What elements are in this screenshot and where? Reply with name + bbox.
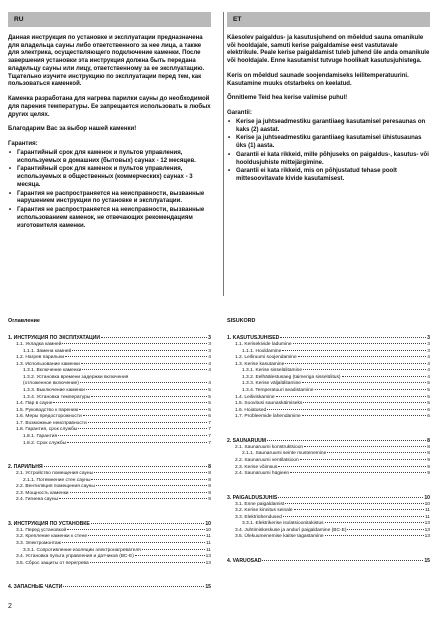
toc-page-number: 9: [208, 484, 211, 490]
toc-page-number: 5: [208, 401, 211, 407]
toc-entry-title: 4. ЗАПАСНЫЕ ЧАСТИ: [8, 584, 63, 591]
toc-entry-title: 3.5. Сброс защиты от перегрева: [16, 560, 89, 566]
toc-entry-title: 3.2. Крепление каменки к стене: [16, 534, 88, 540]
guarantee-title: Гарантия:: [8, 141, 38, 148]
toc-page-number: 9: [208, 497, 211, 503]
toc-entry: [227, 381, 430, 388]
toc-leader-dots: [82, 369, 207, 370]
toc-leader-dots: [91, 396, 207, 397]
toc-entry-title: 2. ПАРИЛЬНЯ: [8, 464, 43, 471]
toc-page-number: 8: [427, 444, 430, 450]
toc-entry-title: (отложенное включение): [23, 381, 79, 387]
toc-leader-dots: [53, 402, 207, 403]
guarantee-item: • Гарантия не распространяется на неисправности, вызванные нарушением инструкции по установке и эксплуатации.: [8, 191, 211, 206]
toc-entry-title: 1.1.1. Замена камней: [23, 348, 72, 354]
toc-leader-dots: [72, 350, 207, 351]
toc-leader-dots: [78, 428, 207, 429]
page-number: 2: [8, 603, 12, 610]
toc-entry-title: 1.1.1. Hooldamine: [242, 348, 282, 354]
toc-entry-title: 3. PAIGALDUSJUHIS: [227, 494, 278, 501]
toc-entry-title: 3.1. Перед установкой: [16, 527, 67, 533]
toc-leader-dots: [101, 337, 207, 338]
toc-entry: [8, 381, 211, 388]
toc-leader-dots: [282, 350, 426, 351]
toc-entry-title: 3.1. Enne paigaldamist: [235, 501, 285, 507]
toc-leader-dots: [67, 442, 207, 443]
toc-leader-dots: [298, 356, 427, 357]
toc-entry-title: 1.5. Руководство к парению: [16, 407, 79, 413]
toc-entry-title: 1.7. Возможные неисправности: [16, 420, 87, 426]
toc-entry: [227, 414, 430, 421]
guarantee-item: • Kerise ja juhtseadmestiku garantiiaeg kasutamisel ühistusaunas üks (1) aasta.: [227, 135, 430, 150]
toc-page-number: 13: [424, 521, 430, 527]
toc-page-number: 8: [427, 451, 430, 457]
toc-leader-dots: [142, 549, 205, 550]
toc-leader-dots: [293, 343, 427, 344]
toc-entry-title: 3.4. Установка пульта управления и датчиков (ВС-Е): [16, 554, 134, 560]
toc-page-number: 4: [427, 374, 430, 380]
toc-leader-dots: [63, 586, 204, 587]
toc-page-number: 7: [208, 427, 211, 433]
toc-section: [227, 558, 430, 565]
toc-entry: [8, 401, 211, 408]
intro-paragraph: Благодарим Вас за выбор нашей каменки!: [8, 126, 137, 133]
toc-entry: [227, 335, 430, 342]
toc-page-number: 11: [424, 508, 430, 514]
toc-section: [8, 464, 211, 504]
intro-paragraph: Käesolev paigaldus- ja kasutusjuhend on mõeldud sauna omanikule või hooldajale, samuti kerise paigaldamise eest vastutavale elektrikule. Peale kerise paigaldamist tuleb juhend üle anda omanikule või hooldajale. Enne kasutamist tutvuge hoolikalt kasutusjuhistega.: [227, 35, 430, 65]
toc-page-number: 6: [208, 414, 211, 420]
toc-entry: [8, 388, 211, 395]
toc-entry-title: 2.4. Гигиена сауны: [16, 497, 59, 503]
toc-entry: [8, 554, 211, 561]
toc-title: Оглавление: [8, 318, 40, 324]
toc-entry-title: 1.5. Soovitusi saunaskäimiseks: [235, 401, 303, 407]
toc-page-number: 11: [424, 514, 430, 520]
column-divider: [223, 12, 224, 296]
toc-page-number: 4: [208, 368, 211, 374]
toc-leader-dots: [327, 452, 426, 453]
toc-page-number: 9: [208, 490, 211, 496]
toc-entry-title: 1.8.2. Срок службы: [23, 440, 67, 446]
toc-page-number: 5: [208, 387, 211, 393]
toc-leader-dots: [283, 516, 424, 517]
toc-entry-title: 2.4. Saunaruumi hügieen: [235, 471, 290, 477]
toc-page-number: 10: [205, 527, 211, 533]
toc-page-number: 13: [424, 527, 430, 533]
toc-leader-dots: [62, 542, 205, 543]
toc-entry: [8, 335, 211, 342]
toc-section: [227, 335, 430, 421]
toc-page-number: 13: [205, 554, 211, 560]
toc-page-number: 10: [205, 520, 211, 527]
toc-entry: [8, 497, 211, 504]
toc-leader-dots: [67, 529, 204, 530]
toc-entry-title: 3.3.1. Elektrikerise isolatsioonitakistus: [242, 521, 324, 527]
toc-leader-dots: [86, 389, 208, 390]
right-column: [227, 12, 430, 185]
toc-page-number: 5: [427, 387, 430, 393]
toc-section: [8, 584, 211, 591]
toc-section: [8, 335, 211, 447]
toc-page-number: 11: [205, 541, 211, 547]
toc-entry-title: 4. VARUOSAD: [227, 558, 262, 565]
guarantee-item: • Garantii ei kata rikkeid, mille põhjuseks on paigaldus-, kasutus- või hooldusjuhiste mittejärgimine.: [227, 152, 430, 167]
toc-page-number: 9: [427, 457, 430, 463]
table-of-contents-ru: [8, 318, 211, 608]
toc-page-number: 5: [427, 381, 430, 387]
intro-paragraph: Данная инструкция по установке и эксплуатации предназначена для владельца сауны либо ответственного за нее лица, а также для электрика, осуществляющего подключение каменки. После завершения установки эта инструкция должна быть передана владельцу сауны или лицу, ответственному за ее эксплуатацию. Тщательно изучите инструкцию по эксплуатации перед тем, как пользоваться каменкой.: [8, 35, 205, 88]
toc-leader-dots: [262, 560, 423, 561]
toc-entry-title: 2.2. Вентиляция помещения сауны: [16, 484, 95, 490]
intro-paragraph: Каменка разработана для нагрева парилки сауны до необходимой для парения температуры. Ее запрещается использовать в любых других целях.: [8, 96, 211, 118]
toc-page-number: 11: [205, 534, 211, 540]
toc-entry: [8, 355, 211, 362]
toc-page-number: 10: [424, 501, 430, 507]
toc-page-number: 9: [427, 471, 430, 477]
toc-leader-dots: [83, 415, 208, 416]
language-header-et: [227, 12, 430, 27]
toc-entry-title: 1.7. Probleemide lahendamine: [235, 414, 301, 420]
toc-entry: [227, 401, 430, 408]
toc-leader-dots: [303, 369, 426, 370]
toc-entry-title: 1.2. Нагрев парильни: [16, 355, 65, 361]
toc-page-number: 8: [427, 437, 430, 444]
toc-leader-dots: [285, 503, 423, 504]
toc-entry: [8, 434, 211, 441]
toc-leader-dots: [315, 389, 427, 390]
toc-entry-title: 2.1.1. Saunaruumi seinte mustenemine: [242, 451, 327, 457]
toc-entry-title: 3.2. Kerise kinnitus seinale: [235, 508, 293, 514]
toc-leader-dots: [135, 555, 205, 556]
guarantee-title: Garantii:: [227, 110, 252, 117]
guarantee-list: [227, 119, 430, 184]
toc-leader-dots: [91, 479, 207, 480]
toc-entry-title: 1.8. Гарантия, срок службы: [16, 427, 78, 433]
toc-page-number: 6: [427, 407, 430, 413]
toc-entry-title: 2.2. Saunaruumi ventilatsioon: [235, 457, 299, 463]
language-code: ET: [233, 16, 242, 23]
toc-body: [227, 335, 430, 565]
toc-page-number: 6: [427, 414, 430, 420]
toc-entry-title: 2.1.1. Потемнение стен сауны: [23, 477, 91, 483]
toc-entry-title: 3. ИНСТРУКЦИЯ ПО УСТАНОВКЕ: [8, 520, 90, 527]
toc-entry-title: 1.2. Leiliruumi soojendamine: [235, 355, 297, 361]
toc-leader-dots: [90, 562, 205, 563]
toc-entry-title: 1.3.4. Установка температуры: [23, 394, 91, 400]
guarantee-item: • Kerise ja juhtseadmestiku garantiiaeg kasutamisel peresaunas on kaks (2) aastat.: [227, 119, 430, 134]
toc-page-number: 13: [424, 534, 430, 540]
toc-entry: [227, 471, 430, 478]
toc-leader-dots: [44, 466, 208, 467]
toc-leader-dots: [267, 440, 426, 441]
toc-leader-dots: [96, 485, 207, 486]
toc-entry-title: 1.3.1. Kerise sisselülitamine: [242, 368, 303, 374]
intro-text: [8, 35, 211, 134]
toc-entry: [8, 471, 211, 478]
toc-leader-dots: [294, 509, 424, 510]
toc-entry: [227, 388, 430, 395]
toc-leader-dots: [300, 459, 426, 460]
toc-leader-dots: [290, 472, 426, 473]
toc-page-number: 9: [427, 464, 430, 470]
toc-leader-dots: [88, 535, 205, 536]
toc-page-number: 4: [208, 381, 211, 387]
toc-leader-dots: [278, 466, 426, 467]
toc-entry-title: 2. SAUNARUUM: [227, 437, 267, 444]
toc-entry-title: 1.6. Меры предосторожности: [16, 414, 82, 420]
toc-entry-title: 1.4. Leiliviskamine: [235, 394, 275, 400]
toc-page-number: 8: [208, 471, 211, 477]
toc-leader-dots: [304, 446, 426, 447]
left-column: [8, 12, 211, 231]
toc-entry-title: 1.3. Kerise kasutamine: [235, 361, 285, 367]
toc-page-number: 3: [427, 341, 430, 347]
toc-page-number: 10: [424, 494, 430, 501]
toc-page-number: 8: [208, 477, 211, 483]
toc-entry-title: 1.1. Укладка камней: [16, 341, 62, 347]
toc-entry-title: 1.4. Пар в сауне: [16, 401, 53, 407]
toc-leader-dots: [94, 472, 207, 473]
toc-page-number: 15: [424, 558, 430, 565]
toc-leader-dots: [302, 415, 427, 416]
toc-page-number: 7: [208, 440, 211, 446]
toc-leader-dots: [91, 523, 205, 524]
toc-title: SISUKORD: [227, 318, 256, 324]
toc-entry-title: 1.3.4. Temperatuuri seadistamine: [242, 387, 314, 393]
toc-leader-dots: [65, 356, 207, 357]
toc-entry: [227, 342, 430, 349]
intro-paragraph: Õnnitleme Teid hea kerise valimise puhul!: [227, 95, 348, 102]
toc-page-number: 4: [427, 368, 430, 374]
intro-text: [227, 35, 430, 103]
toc-entry: [227, 508, 430, 515]
toc-entry-title: 3.5. Ülekuumenemise kaitse tagastamine: [235, 534, 324, 540]
toc-entry: [227, 458, 430, 465]
toc-page-number: 3: [208, 348, 211, 354]
toc-entry-title: 2.3. Мощность каменки: [16, 490, 69, 496]
toc-entry-title: 1.3. Использование каменки: [16, 361, 80, 367]
toc-leader-dots: [303, 402, 426, 403]
language-code: RU: [14, 16, 24, 23]
toc-leader-dots: [70, 492, 208, 493]
toc-page-number: 15: [205, 584, 211, 591]
toc-leader-dots: [276, 396, 427, 397]
toc-page-number: 4: [427, 361, 430, 367]
toc-leader-dots: [267, 409, 426, 410]
toc-page-number: 3: [208, 341, 211, 347]
toc-leader-dots: [62, 343, 207, 344]
guarantee-item: • Garantii ei kata rikkeid, mis on põhjustatud tehase poolt mittesoovitavate kivide kasutamisest.: [227, 168, 430, 183]
toc-entry: [227, 451, 430, 458]
toc-entry-title: 2.1. Устройство помещения сауны: [16, 471, 94, 477]
toc-entry: [227, 521, 430, 528]
guarantee-item: • Гарантийный срок для каменок и пультов управления, используемых в домашних (бытовых) саунах - 12 месяцев.: [8, 150, 211, 165]
language-header-ru: [8, 12, 211, 27]
toc-entry-title: 1.6. Hoiatused: [235, 407, 267, 413]
toc-page-number: 13: [205, 560, 211, 566]
toc-leader-dots: [278, 497, 423, 498]
toc-leader-dots: [59, 498, 207, 499]
toc-leader-dots: [280, 337, 426, 338]
toc-entry-title: 1. ИНСТРУКЦИЯ ПО ЭКСПЛУАТАЦИИ: [8, 335, 101, 341]
toc-page-number: 7: [208, 420, 211, 426]
toc-leader-dots: [347, 529, 423, 530]
toc-page-number: 8: [208, 464, 211, 471]
toc-leader-dots: [58, 435, 207, 436]
toc-page-number: 7: [208, 434, 211, 440]
toc-entry-title: 3.3.1. Сопротивление изоляции электронагревателя: [23, 547, 141, 553]
toc-entry-title: 2.3. Kerise võimsus: [235, 464, 278, 470]
toc-entry: [227, 558, 430, 565]
toc-section: [227, 438, 430, 478]
toc-leader-dots: [79, 409, 207, 410]
toc-entry: [8, 441, 211, 448]
guarantee-item: • Гарантия не распространяется на неисправности, вызванные использованием каменок, не отвечающих рекомендациям изготовителя каменки.: [8, 207, 211, 230]
toc-leader-dots: [80, 382, 207, 383]
toc-page-number: 5: [427, 394, 430, 400]
toc-section: [8, 521, 211, 567]
toc-leader-dots: [325, 522, 424, 523]
intro-paragraph: Keris on mõeldud saunade soojendamiseks leilitemperatuurini. Kasutamine muuks otstarbeks on keelatud.: [227, 72, 409, 87]
toc-entry: [8, 521, 211, 528]
toc-page-number: 3: [208, 335, 211, 341]
toc-entry-title: 1.3.2. Установка времени задержки включения: [23, 374, 129, 380]
toc-page-number: 5: [427, 401, 430, 407]
toc-entry: [8, 484, 211, 491]
toc-entry-title: 3.3. Elektriühendused: [235, 514, 282, 520]
toc-leader-dots: [342, 376, 427, 377]
toc-entry-title: 1.3.1. Включение каменки: [23, 368, 82, 374]
toc-entry-title: 3.4. Juhtimiskeskuse ja andurí paigaldamine (BC-E): [235, 527, 347, 533]
toc-page-number: 11: [205, 547, 211, 553]
guarantee-list: [8, 150, 211, 230]
toc-leader-dots: [81, 363, 207, 364]
toc-entry: [227, 368, 430, 375]
toc-entry-title: 3.3. Электромонтаж: [16, 541, 61, 547]
toc-entry-title: 1.3.3. Kerise väljalülitamine: [242, 381, 301, 387]
toc-leader-dots: [88, 422, 208, 423]
toc-entry-title: 1.3.2. Eelhäälestusaeg (taimeriga sisselülitus): [242, 374, 341, 380]
toc-entry-title: 1.8.1. Гарантия: [23, 434, 58, 440]
guarantee-item: • Гарантийный срок для каменок и пультов управления, используемых в общественных (коммерческих) саунах - 3 месяца.: [8, 166, 211, 189]
toc-page-number: 5: [208, 394, 211, 400]
toc-page-number: 4: [208, 355, 211, 361]
toc-entry: [8, 561, 211, 568]
toc-page-number: 4: [427, 355, 430, 361]
toc-page-number: 3: [427, 348, 430, 354]
toc-entry: [8, 368, 211, 375]
toc-section: [227, 495, 430, 541]
toc-leader-dots: [325, 535, 424, 536]
toc-entry: [8, 541, 211, 548]
toc-leader-dots: [285, 363, 426, 364]
toc-entry: [8, 342, 211, 349]
toc-entry: [227, 495, 430, 502]
toc-entry-title: 1. KASUTUSJUHISED: [227, 335, 280, 341]
toc-leader-dots: [302, 382, 426, 383]
toc-page-number: 4: [208, 361, 211, 367]
toc-page-number: 3: [427, 335, 430, 341]
toc-entry: [227, 355, 430, 362]
toc-entry-title: 2.1. Saunaruumi konstruktsioon: [235, 444, 304, 450]
table-of-contents-et: [227, 318, 430, 582]
toc-entry: [227, 438, 430, 445]
toc-entry-title: 1.3.3. Выключение каменки: [23, 387, 85, 393]
toc-page-number: 5: [208, 407, 211, 413]
toc-entry: [8, 584, 211, 591]
toc-body: [8, 335, 211, 591]
toc-entry: [227, 534, 430, 541]
toc-entry-title: 1.1. Kerisekivide ladumine: [235, 341, 292, 347]
toc-entry: [8, 414, 211, 421]
